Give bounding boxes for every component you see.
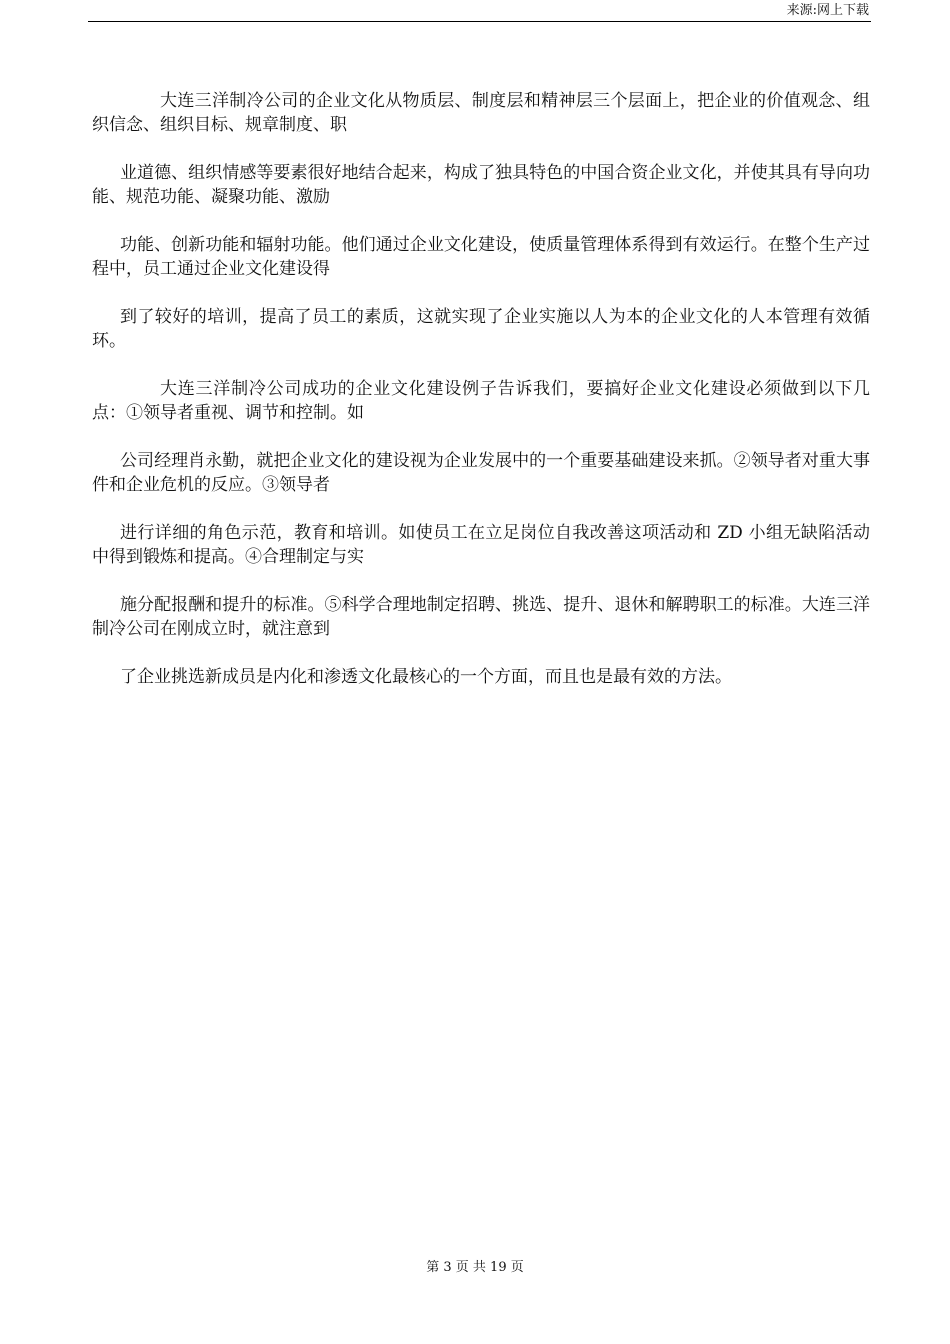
paragraph-2: 业道德、组织情感等要素很好地结合起来，构成了独具特色的中国合资企业文化，并使其具有导向功能、规范功能、凝聚功能、激励 — [92, 163, 870, 207]
document-body — [92, 89, 870, 713]
paragraph-8: 施分配报酬和提升的标准。⑤科学合理地制定招聘、挑选、提升、退休和解聘职工的标准。大连三洋制冷公司在刚成立时，就注意到 — [92, 595, 870, 639]
paragraph-7: 进行详细的角色示范，教育和培训。如使员工在立足岗位自我改善这项活动和 ZD 小组无缺陷活动中得到锻炼和提高。④合理制定与实 — [92, 523, 870, 567]
page-header — [88, 0, 871, 22]
paragraph-3: 功能、创新功能和辐射功能。他们通过企业文化建设，使质量管理体系得到有效运行。在整个生产过程中，员工通过企业文化建设得 — [92, 235, 870, 279]
page-number-footer: 第 3 页 共 19 页 — [426, 1260, 524, 1275]
paragraph-9: 了企业挑选新成员是内化和渗透文化最核心的一个方面，而且也是最有效的方法。 — [120, 667, 732, 687]
paragraph-5: 大连三洋制冷公司成功的企业文化建设例子告诉我们，要搞好企业文化建设必须做到以下几点：①领导者重视、调节和控制。如 — [92, 379, 870, 423]
header-source-label: 来源:网上下载 — [786, 3, 869, 18]
paragraph-1: 大连三洋制冷公司的企业文化从物质层、制度层和精神层三个层面上，把企业的价值观念、组织信念、组织目标、规章制度、职 — [92, 91, 870, 135]
paragraph-4: 到了较好的培训，提高了员工的素质，这就实现了企业实施以人为本的企业文化的人本管理有效循环。 — [92, 307, 870, 351]
paragraph-6: 公司经理肖永勤，就把企业文化的建设视为企业发展中的一个重要基础建设来抓。②领导者对重大事件和企业危机的反应。③领导者 — [92, 451, 870, 495]
